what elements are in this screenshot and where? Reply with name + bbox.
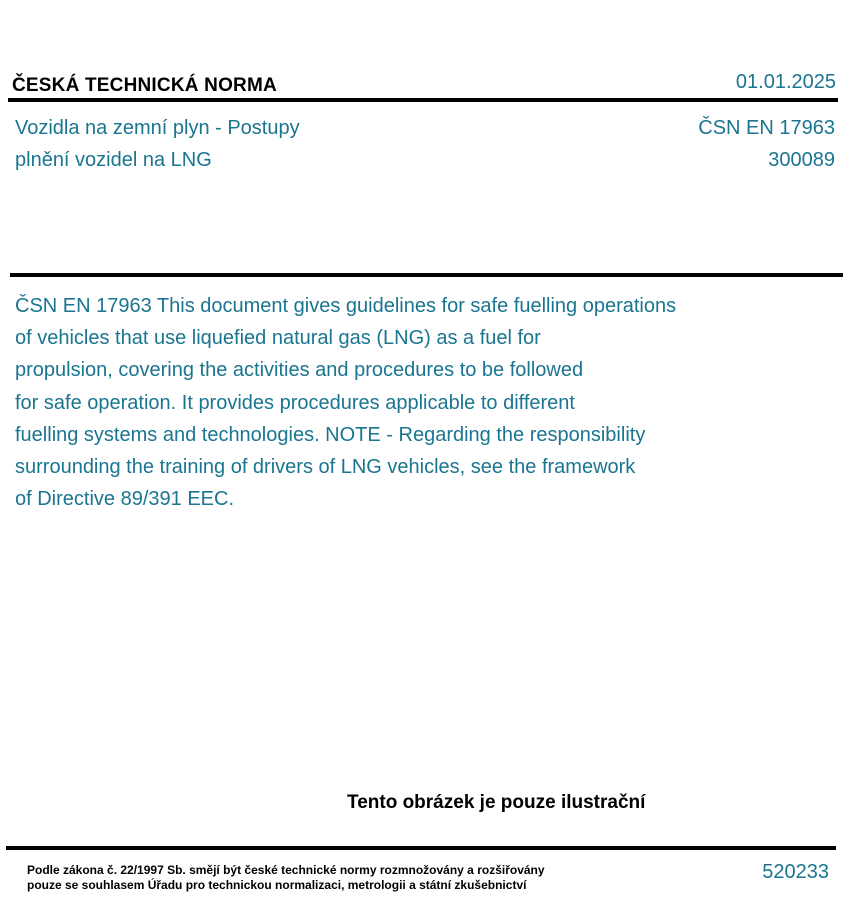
abstract-line: of Directive 89/391 EEC.	[15, 488, 234, 511]
header-divider	[8, 98, 838, 102]
abstract-line: for safe operation. It provides procedures applicable to different	[15, 391, 575, 414]
standard-title-line-1: Vozidla na zemní plyn - Postupy	[15, 117, 300, 139]
abstract-line: propulsion, covering the activities and procedures to be followed	[15, 359, 584, 382]
standard-title-line-2: plnění vozidel na LNG	[15, 149, 212, 171]
catalog-number: 300089	[768, 149, 835, 171]
standard-code: ČSN EN 17963	[698, 117, 835, 139]
abstract-line: fuelling systems and technologies. NOTE - Regarding the responsibility	[15, 423, 646, 446]
order-number: 520233	[762, 861, 829, 883]
publication-date: 01.01.2025	[735, 71, 836, 93]
legal-notice-line: Podle zákona č. 22/1997 Sb. smějí být české technické normy rozmnožovány a rozšiřovány	[27, 863, 545, 877]
illustrative-note: Tento obrázek je pouze ilustrační	[347, 792, 646, 813]
legal-notice-line: pouze se souhlasem Úřadu pro technickou normalizaci, metrologii a státní zkušebnictví	[27, 878, 527, 892]
abstract-line: ČSN EN 17963 This document gives guidelines for safe fuelling operations	[15, 295, 677, 317]
footer-divider	[6, 846, 836, 850]
document-header-title: ČESKÁ TECHNICKÁ NORMA	[12, 75, 277, 96]
legal-notice	[27, 863, 545, 893]
abstract-line: surrounding the training of drivers of LNG vehicles, see the framework	[15, 456, 636, 479]
abstract	[15, 290, 745, 515]
section-divider	[10, 273, 843, 277]
abstract-line: of vehicles that use liquefied natural gas (LNG) as a fuel for	[15, 327, 541, 350]
